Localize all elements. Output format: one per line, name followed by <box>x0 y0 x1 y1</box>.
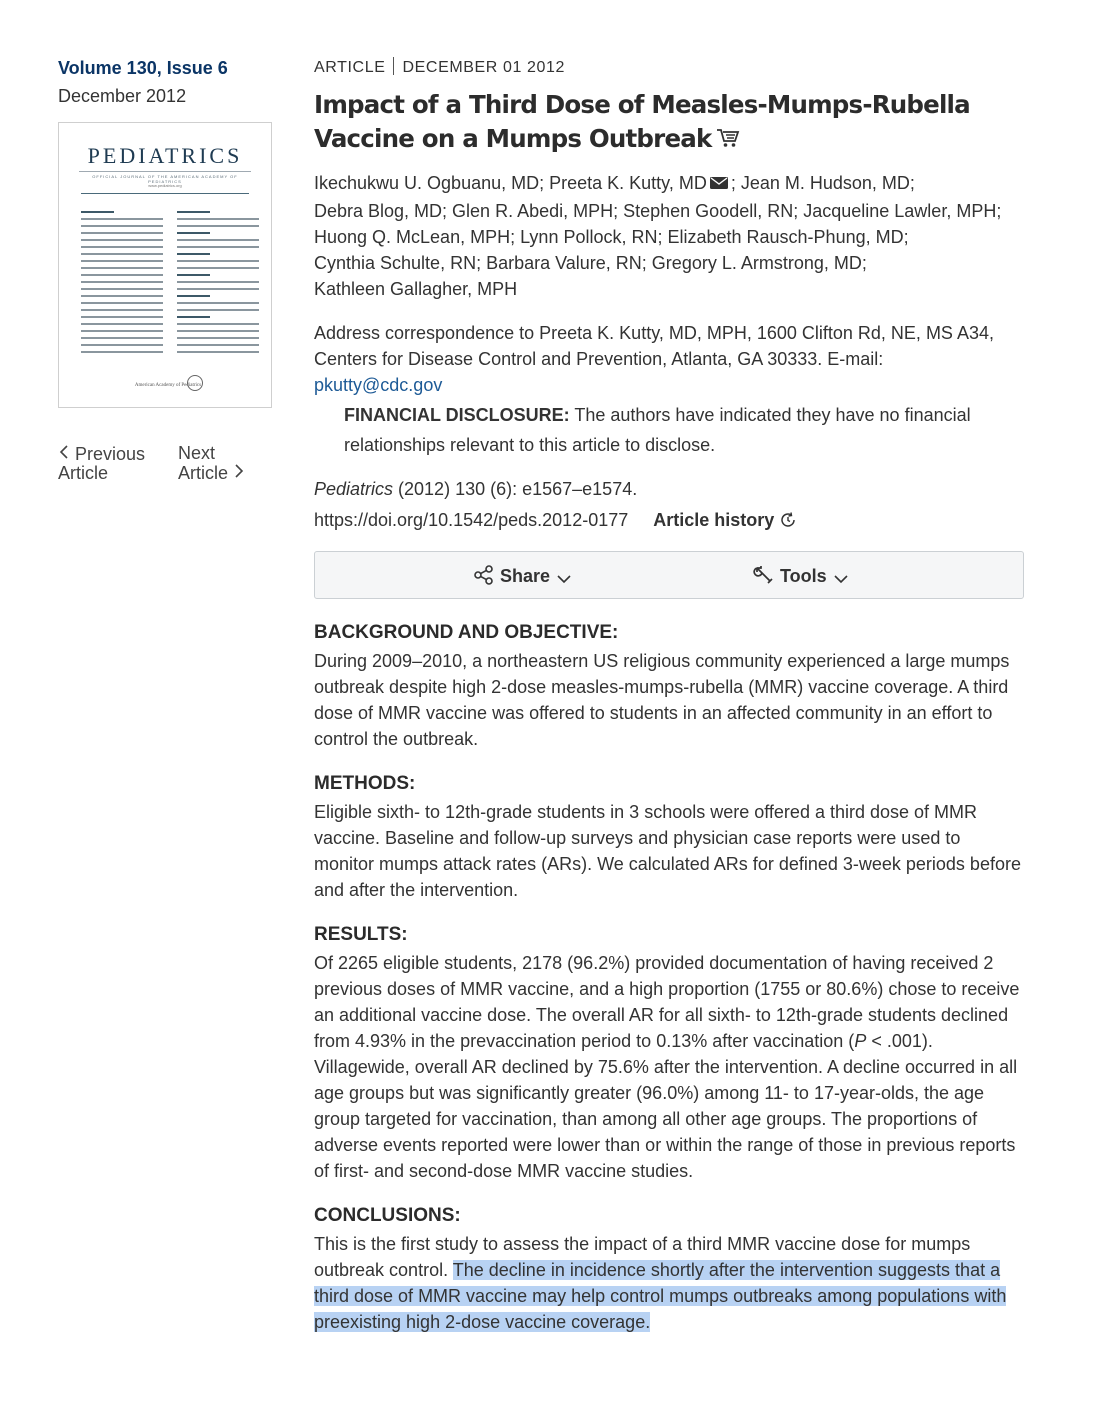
envelope-icon[interactable] <box>709 172 729 198</box>
methods-text: Eligible sixth- to 12th-grade students in 3 schools were offered a third dose of MMR vaccine. Baseline and follow-up surveys and physician case reports were used to monitor mumps attack rates (ARs). We calculated ARs for defined 3-week periods before and after the intervention. <box>314 802 1021 900</box>
cover-toc-left <box>81 211 163 358</box>
article-meta <box>314 56 1024 80</box>
wrench-icon <box>753 566 775 586</box>
previous-label: Previous <box>75 444 146 464</box>
conclusions-heading: CONCLUSIONS: <box>314 1205 461 1226</box>
tools-label: Tools <box>780 566 827 586</box>
seal-icon <box>187 375 203 391</box>
correspondence <box>314 320 1024 398</box>
results-text-a: Of 2265 eligible students, 2178 (96.2%) provided documentation of having received 2 previous doses of MMR vaccine, and a high proportion (1755 or 80.6%) chose to receive an additional vaccine dose. The overall AR for all sixth- to 12th-grade students declined from 4.93% in the prevaccination period to 0.13% after vaccination ( <box>314 953 1020 1051</box>
chevron-left-icon <box>58 444 75 464</box>
cover-toc-right <box>177 211 259 358</box>
results-text-b: < .001). Villagewide, overall AR declined by 75.6% after the intervention. A decline occurred in all age groups but was significantly greater (96.0%) among 11- to 17-year-olds, the age group targeted for vaccination, than among all other age groups. The proportions of adverse events reported were lower than or within the range of those in previous reports of first- and second-dose MMR vaccine studies. <box>314 1031 1018 1181</box>
previous-label-2: Article <box>58 463 109 483</box>
share-button[interactable] <box>473 564 573 588</box>
share-icon <box>473 566 495 586</box>
cover-subtitle: OFFICIAL JOURNAL OF THE AMERICAN ACADEMY OF PEDIATRICS <box>79 171 251 184</box>
author-list <box>314 170 1024 302</box>
correspondence-text: Address correspondence to Preeta K. Kutty, MD, MPH, 1600 Clifton Rd, NE, MS A34, Centers for Disease Control and Prevention, Atlanta, GA 30333. E-mail: <box>314 323 994 369</box>
conclusions-highlighted-selection: The decline in incidence shortly after the intervention suggests that a third dose of MMR vaccine may help control mumps outbreaks among populations with preexisting high 2-dose vaccine coverage. <box>314 1260 1007 1332</box>
next-label-2: Article <box>178 463 229 483</box>
results-text <box>314 950 1024 1184</box>
cover-url: www.pediatrics.org <box>148 183 182 188</box>
authors-line-1b[interactable]: ; Jean M. Hudson, MD; <box>730 173 915 193</box>
abstract-results <box>314 923 1024 1184</box>
article-date: DECEMBER 01 2012 <box>402 59 566 76</box>
meta-divider <box>393 57 394 75</box>
article-history-button[interactable] <box>653 510 797 530</box>
authors-line-3[interactable]: Huong Q. McLean, MPH; Lynn Pollock, RN; Elizabeth Rausch-Phung, MD; <box>314 227 909 247</box>
background-heading: BACKGROUND AND OBJECTIVE: <box>314 622 619 643</box>
abstract-background <box>314 621 1024 752</box>
conclusions-text-plain: This is the first study to assess the impact of a third MMR vaccine dose for mumps outbreak control. <box>314 1234 971 1280</box>
next-label: Next <box>178 443 216 463</box>
authors-line-5[interactable]: Kathleen Gallagher, MPH <box>314 279 518 299</box>
previous-article-link[interactable] <box>58 444 145 483</box>
email-link[interactable]: pkutty@cdc.gov <box>314 375 443 395</box>
authors-line-2[interactable]: Debra Blog, MD; Glen R. Abedi, MPH; Stephen Goodell, RN; Jacqueline Lawler, MPH; <box>314 201 1002 221</box>
article-navigation <box>58 444 288 488</box>
conclusions-text <box>314 1231 1024 1335</box>
article-title <box>314 88 1024 158</box>
history-clock-icon <box>779 510 797 530</box>
article-toolbar <box>314 551 1024 599</box>
next-article-link[interactable] <box>178 444 245 483</box>
abstract-methods <box>314 772 1024 903</box>
issue-date: December 2012 <box>58 86 187 106</box>
cover-title: PEDIATRICS <box>87 143 243 168</box>
authors-line-1a[interactable]: Ikechukwu U. Ogbuanu, MD; Preeta K. Kutty, MD <box>314 173 707 193</box>
article-main <box>314 56 1024 1335</box>
article-type: ARTICLE <box>314 59 386 76</box>
issue-sidebar <box>58 56 288 488</box>
disclosure-label: FINANCIAL DISCLOSURE: <box>344 405 570 425</box>
article-title-text: Impact of a Third Dose of Measles-Mumps-Rubella Vaccine on a Mumps Outbreak <box>314 90 970 153</box>
abstract-conclusions <box>314 1204 1024 1335</box>
tools-button[interactable] <box>753 564 850 588</box>
disclosure-text: The authors have indicated they have no financial relationships relevant to this article to disclose. <box>344 405 971 455</box>
article-history-label: Article history <box>653 510 775 530</box>
share-label: Share <box>500 566 551 586</box>
authors-line-4[interactable]: Cynthia Schulte, RN; Barbara Valure, RN; Gregory L. Armstrong, MD; <box>314 253 867 273</box>
chevron-down-icon <box>555 566 573 586</box>
background-text: During 2009–2010, a northeastern US religious community experienced a large mumps outbreak despite high 2-dose measles-mumps-rubella (MMR) vaccine coverage. A third dose of MMR vaccine was offered to students in an affected community in an effort to control the outbreak. <box>314 651 1010 749</box>
results-p-symbol: P <box>854 1031 867 1051</box>
cover-publisher: American Academy of Pediatrics <box>134 383 202 388</box>
doi-row <box>314 507 1024 533</box>
doi-link[interactable]: https://doi.org/10.1542/peds.2012-0177 <box>314 510 629 530</box>
citation-text: (2012) 130 (6): e1567–e1574. <box>393 479 638 499</box>
methods-heading: METHODS: <box>314 773 416 794</box>
volume-issue-link[interactable]: Volume 130, Issue 6 <box>58 58 228 78</box>
citation <box>314 476 1024 502</box>
journal-cover-image[interactable] <box>58 122 272 408</box>
cart-icon[interactable] <box>716 124 740 158</box>
financial-disclosure <box>344 400 1024 460</box>
chevron-right-icon <box>233 463 245 483</box>
cover-rule <box>81 193 249 194</box>
journal-name: Pediatrics <box>314 479 394 499</box>
results-heading: RESULTS: <box>314 924 408 945</box>
chevron-down-icon <box>832 566 850 586</box>
